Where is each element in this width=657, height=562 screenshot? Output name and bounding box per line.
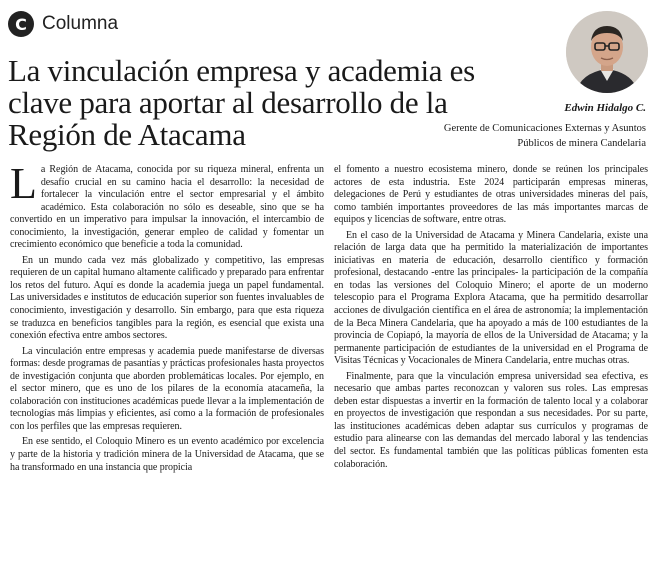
author-name: Edwin Hidalgo C. (564, 102, 646, 114)
article-title: La vinculación empresa y academia es clave para aportar al desarrollo de la Región de Atacama (8, 53, 475, 152)
paragraph: Finalmente, para que la vinculación empresa universidad sea efectiva, es necesario que ambas partes reconozcan y valoren sus roles. Las empresas deben estar dispuestas a invertir en la formación de talento local y a colaborar en proyectos de investigación que respondan a sus necesidades. Por su parte, las instituciones académicas deben adaptar sus currículos y programas de estudio para alinearse con las demandas del mercado laboral y las tendencias del sector. Es fundamental también que las políticas públicas fomenten esta colaboración. (334, 370, 648, 470)
paragraph: En un mundo cada vez más globalizado y competitivo, las empresas requieren de un capital humano altamente calificado y preparado para enfrentar los retos del futuro. Aquí es donde la academia juega un papel fundamental. Las universidades e institutos de educación superior son fuentes invaluables de conocimiento, investigación y desarrollo. Sin embargo, para que esta riqueza se traduzca en beneficios tangibles para la región, es esencial que exista una conexión efectiva entre ambos sectores. (10, 254, 324, 342)
column-right (334, 164, 648, 556)
paragraph: En el caso de la Universidad de Atacama y Minera Candelaria, existe una relación de larga data que ha permitido la materialización de importantes iniciativas en materia de educación, desarrollo científico y formación profesional, destacando -entre las principales- la participación de la compañía en todas las versiones del Coloquio Minero; el aporte de un moderno telescopio para el Programa Explora Atacama, que ha permitido desarrollar acciones de divulgación científica en el área de astronomía; la implementación de la Beca Minera Candelaria, que ha apoyado a más de 100 estudiantes de la provincia de Copiapó, la mayoría de ellos de la Universidad de Atacama; y la permanente participación de estudiantes de la universidad en el Programa de Visitas Técnicas y Vocacionales de Minera Candelaria, entre muchas otras. (334, 229, 648, 367)
author-role: Gerente de Comunicaciones Externas y Asuntos Públicos de minera Candelaria (443, 123, 646, 149)
article-body (10, 164, 648, 556)
author-photo (566, 11, 648, 93)
paragraph (10, 164, 324, 252)
author-portrait-icon (566, 11, 648, 93)
drop-cap: L (10, 164, 37, 208)
paragraph: En ese sentido, el Coloquio Minero es un evento académico por excelencia y parte de la historia y tradición minera de la Universidad de Atacama, que se ha transformado en una instancia que propicia (10, 436, 324, 473)
column-left (10, 164, 324, 556)
paragraph-text: a Región de Atacama, conocida por su riqueza mineral, enfrenta un desafío crucial en su camino hacia el desarrollo: la necesidad de fortalecer la vinculación entre el sector empresarial y el ámbito académico. Esta colaboración no sólo es deseable, sino que se ha convertido en un imperativo para impulsar la innovación, el intercambio de conocimiento, la investigación, generar empleo de calidad y fomentar un crecimiento económico que beneficie a toda la comunidad. (10, 164, 324, 251)
section-label: Columna (42, 13, 119, 34)
paragraph: el fomento a nuestro ecosistema minero, donde se reúnen los principales actores de esta industria. Este 2024 participarán empresas mineras, delegaciones de Perú y estudiantes de otras universidades mineras del país, como también importantes proveedores de las más importantes marcas de equipos y licencias de software, entre otras. (334, 164, 648, 226)
section-badge: C (8, 11, 34, 37)
paragraph: La vinculación entre empresas y academia puede manifestarse de diversas formas: desde programas de pasantías y prácticas profesionales hasta proyectos de investigación conjunta que aborden problemáticas locales. Por ejemplo, en el sector minero, que es uno de los pilares de la economía atacameña, la colaboración con instituciones académicas puede llevar a la implementación de tecnologías más limpias y eficientes, así como a la formación de profesionales con los perfiles que las empresas requieren. (10, 345, 324, 432)
